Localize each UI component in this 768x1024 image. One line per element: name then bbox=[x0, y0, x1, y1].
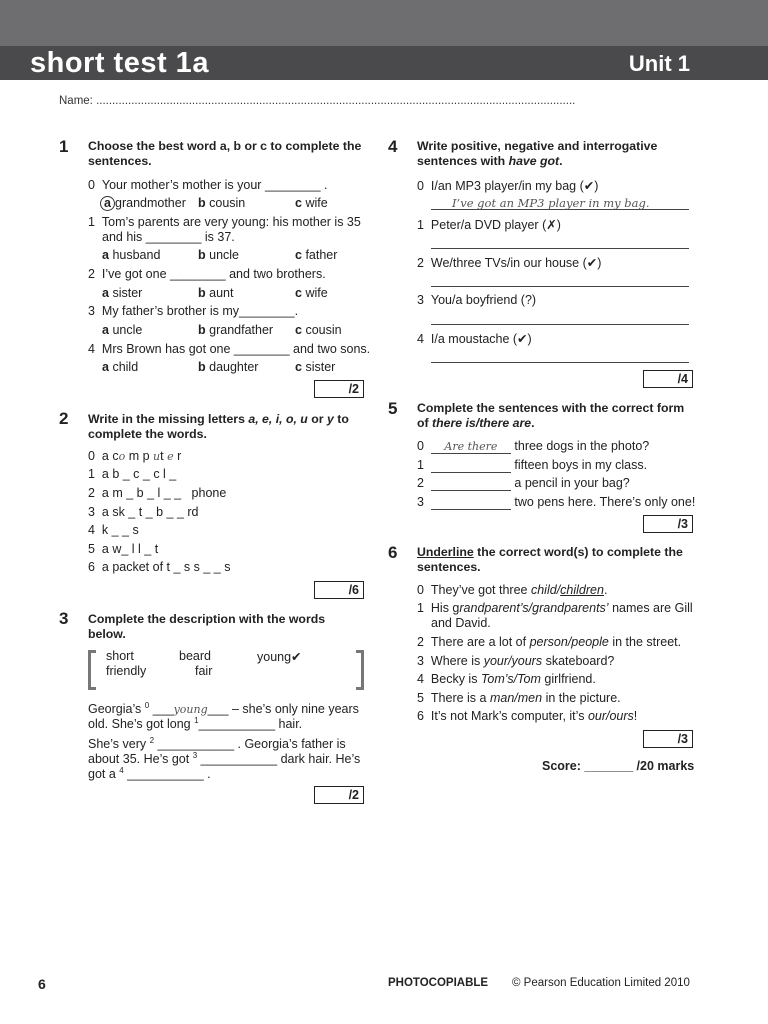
q1-item-3-c: c cousin bbox=[295, 323, 342, 337]
name-dots: ...................................................................................................................................................... bbox=[96, 95, 576, 107]
q3-para2-line3: got a $^4$ ___________ . bbox=[88, 766, 211, 782]
q4-item-4: 4 I/a moustache (✔) bbox=[417, 332, 532, 346]
q1-item-1: 1 Tom’s parents are very young: his mother is 35 bbox=[88, 215, 361, 229]
q4-item-3: 3 You/a boyfriend (?) bbox=[417, 293, 537, 307]
q1-item-0-c: c wife bbox=[295, 196, 328, 210]
q2-score-box[interactable]: /6 bbox=[314, 581, 364, 599]
word-fair: fair bbox=[195, 664, 213, 678]
q1-item-3-b: b grandfather bbox=[198, 323, 274, 337]
q1-item-1-c: c father bbox=[295, 248, 338, 262]
q1-instruction: Choose the best word a, b or c to complete the sentences. bbox=[88, 139, 362, 168]
q1-item-1-line2: and his ________ is 37. bbox=[102, 230, 235, 244]
name-label: Name: bbox=[59, 95, 93, 107]
q6-item-3: 3 Where is your/yours skateboard? bbox=[417, 654, 615, 668]
answer-circle: a bbox=[100, 196, 115, 211]
q6-item-4: 4 Becky is Tom’s/Tom girlfriend. bbox=[417, 672, 596, 686]
q5-item-0: 0 Are there three dogs in the photo? bbox=[417, 439, 650, 453]
q5-item-2: 2 a pencil in your bag? bbox=[417, 476, 630, 490]
q4-score-box[interactable]: /4 bbox=[643, 370, 693, 388]
q1-item-4-c: c sister bbox=[295, 360, 336, 374]
q6-item-1: 1 His grandparent’s/grandparents’ names are Gill bbox=[417, 601, 693, 615]
q6-number: 6 bbox=[388, 543, 398, 562]
q1-item-2: 2 I’ve got one ________ and two brothers. bbox=[88, 267, 326, 281]
q1-item-2-b: b aunt bbox=[198, 286, 234, 300]
word-short: short bbox=[106, 649, 134, 663]
q5-score-box[interactable]: /3 bbox=[643, 515, 693, 533]
q1-item-3-a: a uncle bbox=[102, 323, 143, 337]
q1-item-2-a: a sister bbox=[102, 286, 143, 300]
q4-item-1: 1 Peter/a DVD player (✗) bbox=[417, 218, 561, 232]
q1-item-1-b: b uncle bbox=[198, 248, 240, 262]
q1-item-0-options: a grandmother bbox=[102, 196, 186, 211]
unit-label: Unit 1 bbox=[628, 51, 690, 76]
q4-instruction: Write positive, negative and interrogative sentences with have got. bbox=[417, 139, 658, 168]
q5-item-3: 3 two pens here. There’s only one! bbox=[417, 495, 696, 509]
word-box-left-bracket bbox=[88, 650, 96, 690]
q6-item-5: 5 There is a man/men in the picture. bbox=[417, 691, 621, 705]
word-young: young✔ bbox=[257, 650, 302, 664]
page-title: short test 1a bbox=[30, 47, 209, 79]
q1-item-4-a: a child bbox=[102, 360, 139, 374]
q2-number: 2 bbox=[59, 409, 69, 428]
q4-answer-line-2[interactable] bbox=[431, 286, 689, 287]
q1-item-4: 4 Mrs Brown has got one ________ and two sons. bbox=[88, 342, 371, 356]
q2-instruction: Write in the missing letters a, e, i, o, u or y to complete the words. bbox=[88, 412, 349, 441]
q2-item-6: 6 a packet of t _ s s _ _ s bbox=[88, 560, 231, 574]
q4-answer-line-4[interactable] bbox=[431, 362, 689, 363]
q3-number: 3 bbox=[59, 609, 69, 628]
q3-score-box[interactable]: /2 bbox=[314, 786, 364, 804]
q1-item-0: 0 Your mother’s mother is your ________ . bbox=[88, 178, 328, 192]
q1-item-4-b: b daughter bbox=[198, 360, 259, 374]
q6-item-1-line2: and David. bbox=[431, 616, 491, 630]
q2-item-3: 3 a sk _ t _ b _ _ rd bbox=[88, 505, 199, 519]
q5-item-1: 1 fifteen boys in my class. bbox=[417, 458, 648, 472]
q4-answer-line-1[interactable] bbox=[431, 248, 689, 249]
copyright: © Pearson Education Limited 2010 bbox=[512, 977, 690, 989]
q6-score-box[interactable]: /3 bbox=[643, 730, 693, 748]
q3-para1-line1: Georgia’s $^0$ ___young___ – she’s only nine years bbox=[88, 701, 359, 717]
q6-item-0: 0 They’ve got three child/children. bbox=[417, 583, 608, 597]
header-top-band bbox=[0, 0, 768, 46]
word-box-right-bracket bbox=[356, 650, 364, 690]
q2-item-5: 5 a w_ l l _ t bbox=[88, 542, 159, 556]
q6-instruction: Underline the correct word(s) to complete the sentences. bbox=[417, 545, 683, 574]
q2-item-4: 4 k _ _ s bbox=[88, 523, 139, 537]
q2-example: 0 a co m p ut e r bbox=[88, 449, 182, 463]
q2-item-1: 1 a b _ c _ c l _ bbox=[88, 467, 177, 481]
q4-number: 4 bbox=[388, 137, 398, 156]
q3-para2-line2: about 35. He’s got $^3$ ___________ dark hair. He’s bbox=[88, 751, 361, 767]
q1-item-3: 3 My father’s brother is my________. bbox=[88, 304, 299, 318]
q3-instruction: Complete the description with the words below. bbox=[88, 612, 326, 641]
page-number: 6 bbox=[38, 976, 46, 992]
q4-item-2: 2 We/three TVs/in our house (✔) bbox=[417, 256, 602, 270]
q1-item-2-c: c wife bbox=[295, 286, 328, 300]
q1-item-0-b: b cousin bbox=[198, 196, 246, 210]
q6-item-6: 6 It’s not Mark’s computer, it’s our/ours! bbox=[417, 709, 638, 723]
q1-number: 1 bbox=[59, 137, 69, 156]
total-score: Score: _______ /20 marks bbox=[542, 759, 695, 773]
q5-instruction: Complete the sentences with the correct form of there is/there are. bbox=[417, 401, 685, 430]
q4-answer-line-3[interactable] bbox=[431, 324, 689, 325]
word-friendly: friendly bbox=[106, 664, 147, 678]
q3-para1-line2: old. She’s got long $^1$___________ hair. bbox=[88, 716, 303, 732]
q6-item-2: 2 There are a lot of person/people in the street. bbox=[417, 635, 682, 649]
q4-example-answer: I’ve got an MP3 player in my bag. bbox=[452, 196, 650, 210]
q4-item-0: 0 I/an MP3 player/in my bag (✔) bbox=[417, 179, 599, 193]
q3-para2-line1: She’s very $^2$ ___________ . Georgia’s father is bbox=[88, 736, 346, 752]
q1-score-box[interactable]: /2 bbox=[314, 380, 364, 398]
name-field[interactable] bbox=[59, 95, 575, 107]
q1-item-1-a: a husband bbox=[102, 248, 161, 262]
q2-item-2: 2 a m _ b _ l _ _ phone bbox=[88, 486, 227, 500]
word-beard: beard bbox=[179, 649, 211, 663]
photocopiable-label: PHOTOCOPIABLE bbox=[388, 977, 489, 989]
q5-number: 5 bbox=[388, 399, 398, 418]
